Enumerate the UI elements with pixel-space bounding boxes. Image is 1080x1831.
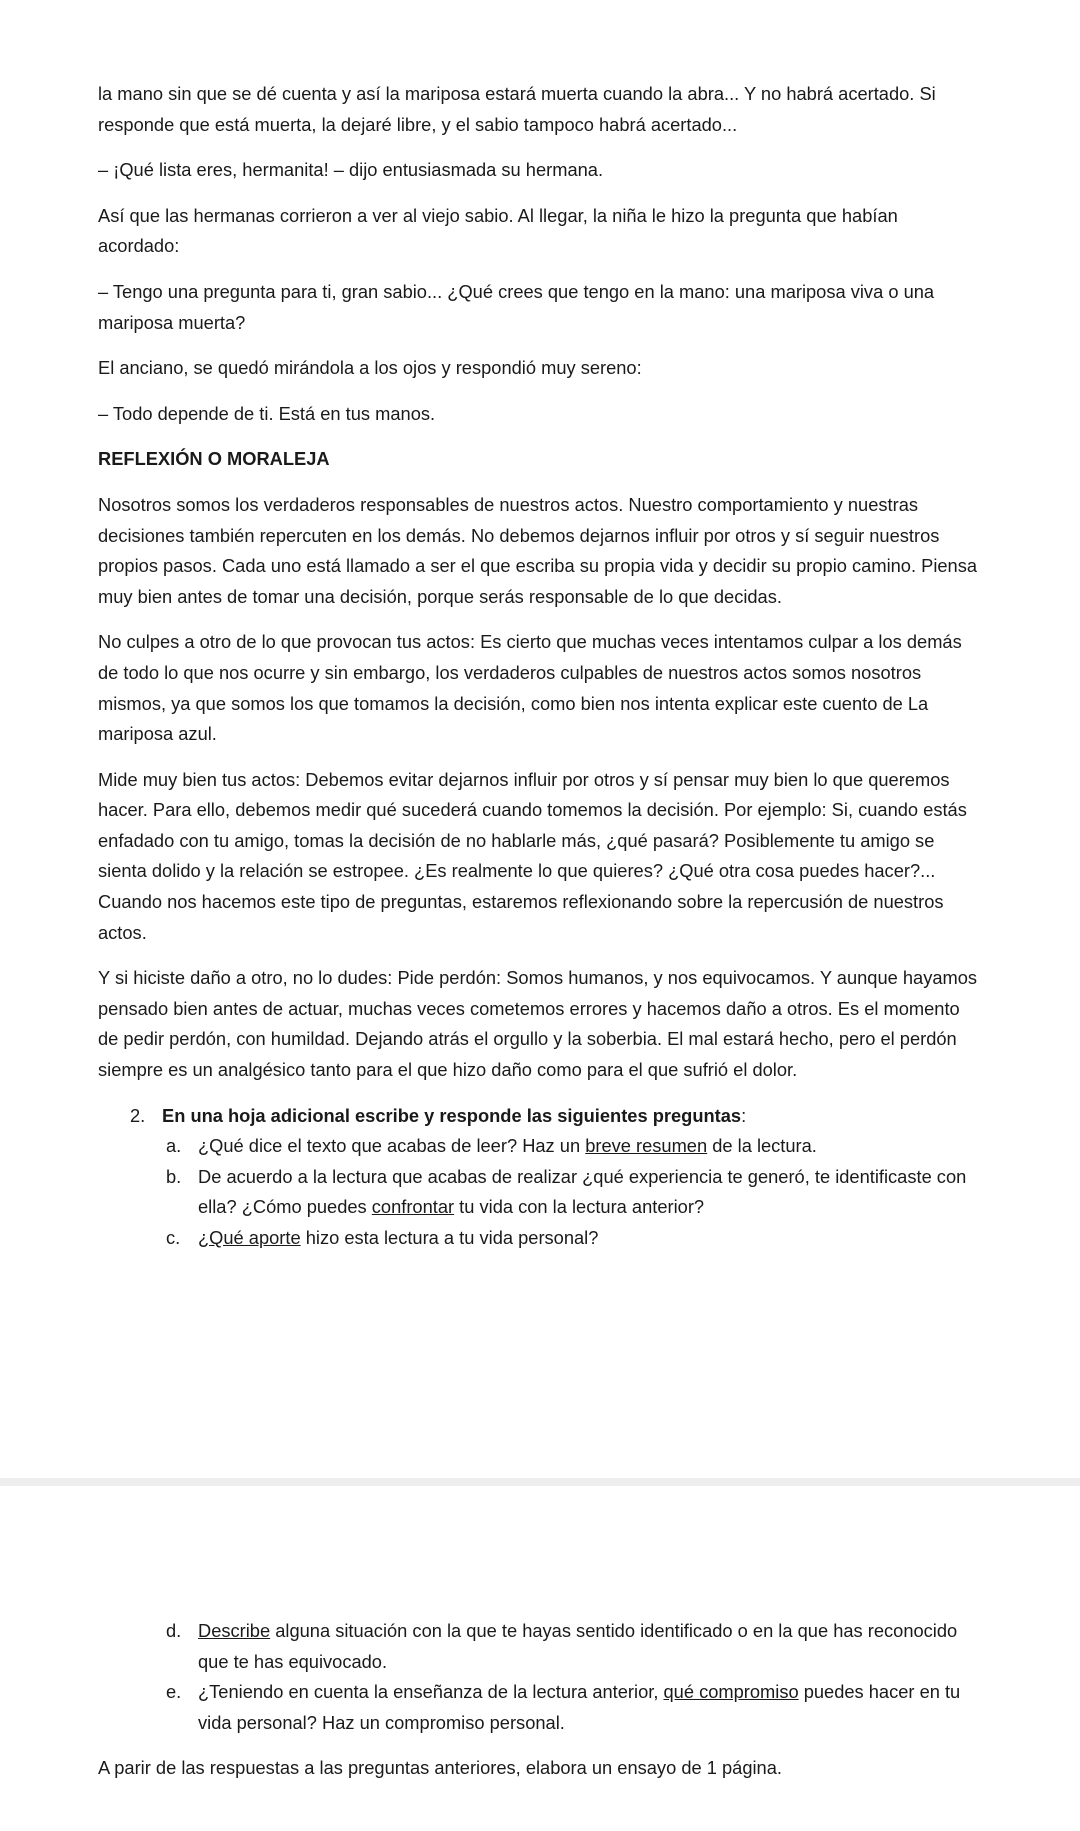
reflection-paragraph: Nosotros somos los verdaderos responsables de nuestros actos. Nuestro comportamiento y nuestras decisiones también repercuten en los demás. No debemos dejarnos influir por otros y sí seguir nuestros propios pasos. Cada uno está llamado a ser el que escriba su propia vida y decidir su propio camino. Piensa muy bien antes de tomar una decisión, porque serás responsable de lo que decidas.: [98, 493, 978, 607]
story-dialogue: – Todo depende de ti. Está en tus manos.: [98, 402, 436, 424]
sub-question-letter: c.: [166, 1227, 181, 1248]
final-instruction: A parir de las respuestas a las preguntas anteriores, elabora un ensayo de 1 página.: [98, 1757, 782, 1779]
question-title-colon: :: [741, 1104, 747, 1126]
sub-question-c: c. ¿Qué aporte hizo esta lectura a tu vida personal?: [166, 1223, 983, 1254]
question-title: [130, 1101, 983, 1132]
document-page-2: [0, 1486, 1080, 1831]
page-separator: [0, 1478, 1080, 1486]
story-paragraph: Así que las hermanas corrieron a ver al viejo sabio. Al llegar, la niña le hizo la pregunta que habían acordado:: [98, 204, 898, 257]
question-title-text: En una hoja adicional escribe y responde las siguientes preguntas: [162, 1104, 742, 1126]
underlined-term: breve resumen: [585, 1135, 708, 1157]
underlined-term: confrontar: [371, 1196, 455, 1218]
story-dialogue: – ¡Qué lista eres, hermanita! – dijo entusiasmada su hermana.: [98, 159, 604, 181]
section-heading: REFLEXIÓN O MORALEJA: [98, 448, 330, 470]
sub-question-letter: a.: [166, 1135, 182, 1157]
sub-question-list-continued: [98, 1616, 983, 1738]
story-paragraph: la mano sin que se dé cuenta y así la mariposa estará muerta cuando la abra... Y no habrá acertado. Si responde que está muerta, la dejaré libre, y el sabio tampoco habrá acertado...: [98, 83, 936, 135]
sub-question-letter: e.: [166, 1681, 182, 1703]
reflection-paragraph: Mide muy bien tus actos: Debemos evitar dejarnos influir por otros y sí pensar muy bien lo que queremos hacer. Para ello, debemos medir qué sucederá cuando tomemos la decisión. Por ejemplo: Si, cuando estás enfadado con tu amigo, tomas la decisión de no hablarle más, ¿qué pasará? Posiblemente tu amigo se sienta dolido y la relación se estropee. ¿Es realmente lo que quieres? ¿Qué otra cosa puedes hacer?... Cuando nos hacemos este tipo de preguntas, estaremos reflexionando sobre la repercusión de nuestros actos.: [98, 768, 967, 943]
sub-question-letter: d.: [166, 1620, 182, 1641]
sub-question-b: b. De acuerdo a la lectura que acabas de realizar ¿qué experiencia te generó, te identificaste con ella? ¿Cómo puedes confrontar tu vida con la lectura anterior?: [166, 1162, 983, 1223]
sub-question-a: a. ¿Qué dice el texto que acabas de leer? Haz un breve resumen de la lectura.: [166, 1131, 983, 1162]
story-paragraph: El anciano, se quedó mirándola a los ojos y respondió muy sereno:: [98, 357, 642, 379]
question-number: 2.: [130, 1104, 146, 1126]
sub-question-e: e. ¿Teniendo en cuenta la enseñanza de la lectura anterior, qué compromiso puedes hacer en tu vida personal? Haz un compromiso personal.: [166, 1677, 983, 1738]
reflection-paragraph: Y si hiciste daño a otro, no lo dudes: Pide perdón: Somos humanos, y nos equivocamos. Y aunque hayamos pensado bien antes de actuar, muchas veces cometemos errores y hacemos daño a otros. Es el momento de pedir perdón, con humildad. Dejando atrás el orgullo y la soberbia. El mal estará hecho, pero el perdón siempre es un analgésico tanto para el que hizo daño como para el que sufrió el dolor.: [98, 967, 978, 1081]
question-2: [130, 1101, 983, 1254]
underlined-term: ¿Qué aporte: [198, 1227, 301, 1248]
reflection-paragraph: No culpes a otro de lo que provocan tus actos: Es cierto que muchas veces intentamos culpar a los demás de todo lo que nos ocurre y sin embargo, los verdaderos culpables de nuestros actos somos nosotros mismos, ya que somos los que tomamos la decisión, como bien nos intenta explicar este cuento de La mariposa azul.: [98, 631, 962, 745]
underlined-term: qué compromiso: [663, 1681, 799, 1703]
sub-question-list: [130, 1131, 983, 1253]
underlined-term: Describe: [198, 1620, 271, 1641]
sub-question-letter: b.: [166, 1165, 182, 1187]
sub-question-d: d. Describe alguna situación con la que te hayas sentido identificado o en la que has reconocido que te has equivocado.: [166, 1616, 983, 1677]
page-2-content: [98, 1616, 983, 1799]
page-1-content: [98, 79, 983, 1254]
story-dialogue: – Tengo una pregunta para ti, gran sabio... ¿Qué crees que tengo en la mano: una mariposa viva o una mariposa muerta?: [98, 280, 935, 333]
